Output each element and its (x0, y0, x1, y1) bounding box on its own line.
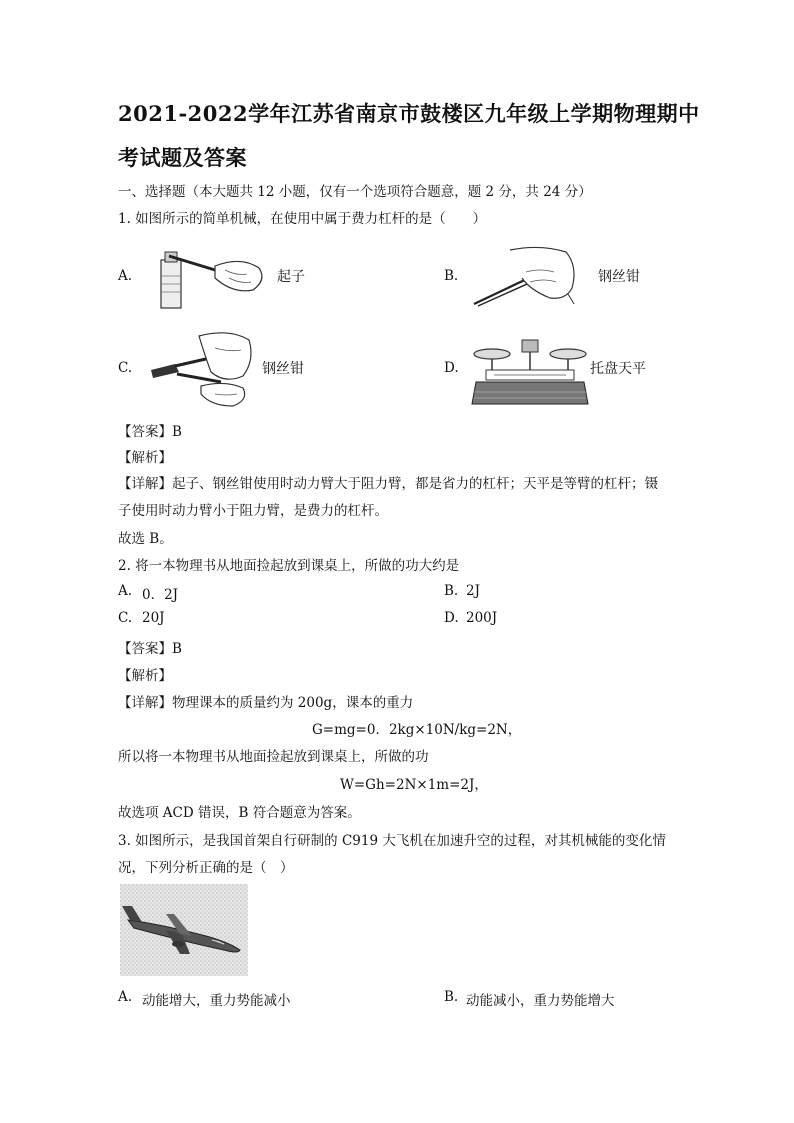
q1-answer: 【答案】B (118, 424, 182, 440)
c919-airplane-image (120, 884, 248, 976)
q2-option-a-letter: A. (118, 583, 133, 599)
q2-option-c-text: 20J (142, 610, 165, 626)
q2-conclusion: 故选项 ACD 错误，B 符合题意为答案。 (118, 805, 361, 821)
q2-option-b-text: 2J (466, 583, 481, 599)
q3-option-b-text: 动能减小，重力势能增大 (466, 993, 615, 1009)
q2-option-d-text: 200J (466, 610, 498, 626)
q1-option-d-letter: D. (444, 360, 459, 376)
q1-option-d-caption: 托盘天平 (590, 361, 646, 377)
q3-option-a-letter: A. (118, 989, 133, 1005)
q1-detail-line2: 子使用时动力臂小于阻力臂，是费力的杠杆。 (118, 503, 388, 519)
q2-formula-weight: G=mg=0．2kg×10N/kg=2N， (312, 722, 522, 738)
document-title-line1: 2021-2022学年江苏省南京市鼓楼区九年级上学期物理期中 (118, 101, 700, 126)
q1-option-a-letter: A. (118, 268, 133, 284)
balance-scale-image (470, 336, 590, 408)
q2-option-c-letter: C. (118, 610, 133, 626)
q2-stem: 2. 将一本物理书从地面捡起放到课桌上，所做的功大约是 (118, 558, 460, 574)
q1-conclusion: 故选 B。 (118, 531, 173, 547)
q2-option-b-letter: B. (444, 583, 459, 599)
q2-detail-line1: 【详解】物理课本的质量约为 200g，课本的重力 (118, 695, 414, 711)
pliers-image (145, 326, 255, 408)
q2-option-a-text: 0．2J (142, 587, 179, 603)
q1-option-c-caption: 钢丝钳 (262, 361, 304, 377)
q3-stem-line2: 况，下列分析正确的是（ ） (118, 860, 294, 876)
q3-stem-line1: 3. 如图所示，是我国首架自行研制的 C919 大飞机在加速升空的过程，对其机械能的变化情 (118, 833, 666, 849)
q1-option-c-letter: C. (118, 360, 133, 376)
q1-analysis-label: 【解析】 (118, 450, 172, 466)
q2-detail-line2: 所以将一本物理书从地面捡起放到课桌上，所做的功 (118, 749, 429, 765)
q1-option-a-caption: 起子 (277, 269, 305, 285)
bottle-opener-image (155, 246, 275, 310)
section-heading: 一、选择题（本大题共 12 小题，仅有一个选项符合题意，题 2 分，共 24 分） (118, 184, 592, 200)
q1-detail-line1: 【详解】起子、钢丝钳使用时动力臂大于阻力臂，都是省力的杠杆；天平是等臂的杠杆；镊 (118, 476, 658, 492)
q3-option-a-text: 动能增大，重力势能减小 (142, 993, 291, 1009)
tweezers-image (470, 242, 582, 310)
q2-answer: 【答案】B (118, 641, 182, 657)
q2-option-d-letter: D. (444, 610, 459, 626)
document-title-line2: 考试题及答案 (118, 145, 247, 170)
q3-option-b-letter: B. (444, 989, 459, 1005)
q2-analysis-label: 【解析】 (118, 668, 172, 684)
q1-option-b-letter: B. (444, 268, 459, 284)
q2-formula-work: W=Gh=2N×1m=2J， (340, 777, 488, 793)
q1-stem: 1. 如图所示的简单机械，在使用中属于费力杠杆的是（ ） (118, 211, 487, 227)
q1-option-b-caption: 钢丝钳 (598, 269, 640, 285)
